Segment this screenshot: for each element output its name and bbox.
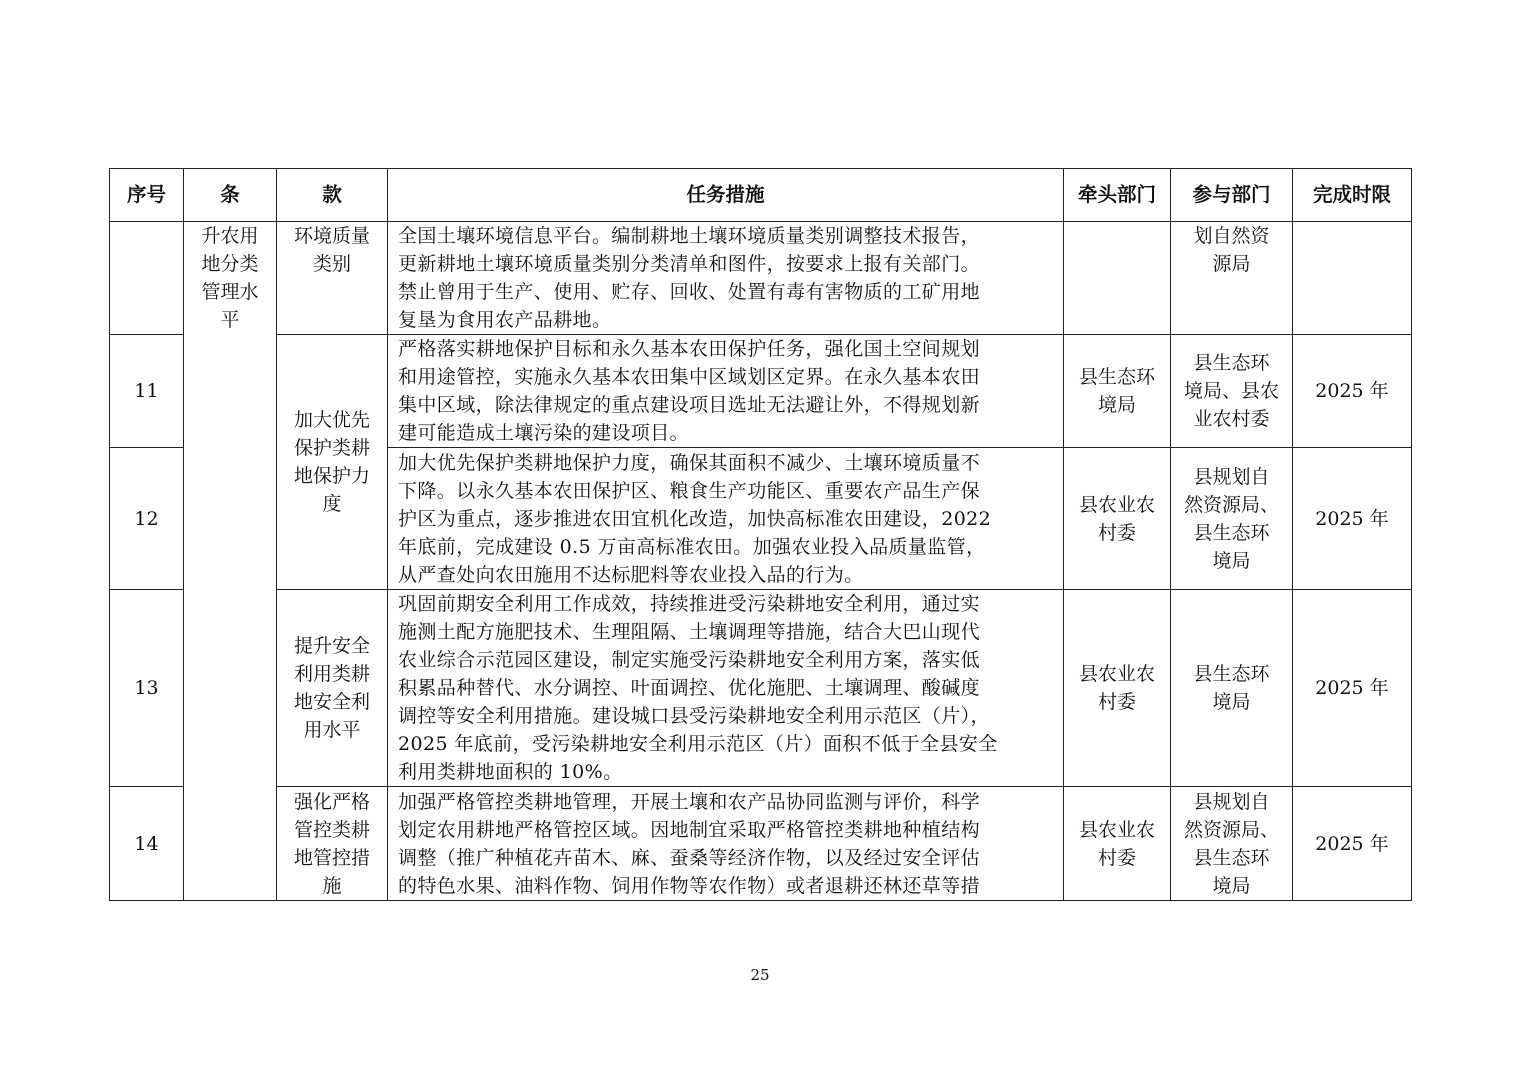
lead-cell: 县生态环 境局 — [1064, 335, 1171, 448]
participate-cell: 县规划自 然资源局、 县生态环 境局 — [1171, 448, 1293, 590]
task-cell: 巩固前期安全利用工作成效，持续推进受污染耕地安全利用，通过实 施测土配方施肥技术、生理阻隔、土壤调理等措施，结合大巴山现代 农业综合示范园区建设，制定实施受污染耕地安全利用方案，落实低 积累品种替代、水分调控、叶面调控、优化施肥、土壤调理、酸碱度 调控等安全利用措施。建设城口县受污染耕地安全利用示范区（片）， 2025 年底前，受污染耕地安全利用示范区（片）面积不低于全县安全 利用类耕地面积的 10%。 — [388, 590, 1064, 787]
table-row — [110, 335, 1412, 448]
participate-cell: 县生态环 境局、县农 业农村委 — [1171, 335, 1293, 448]
table-row — [110, 787, 1412, 901]
kuan-cell: 环境质量 类别 — [277, 222, 388, 335]
header-participate: 参与部门 — [1171, 169, 1293, 222]
task-cell: 严格落实耕地保护目标和永久基本农田保护任务，强化国土空间规划 和用途管控，实施永久基本农田集中区域划区定界。在永久基本农田 集中区域，除法律规定的重点建设项目选址无法避让外，不得规划新 建可能造成土壤污染的建设项目。 — [388, 335, 1064, 448]
header-seq: 序号 — [110, 169, 184, 222]
task-cell: 加大优先保护类耕地保护力度，确保其面积不减少、土壤环境质量不 下降。以永久基本农田保护区、粮食生产功能区、重要农产品生产保 护区为重点，逐步推进农田宜机化改造，加快高标准农田建设，2022 年底前，完成建设 0.5 万亩高标准农田。加强农业投入品质量监管， 从严查处向农田施用不达标肥料等农业投入品的行为。 — [388, 448, 1064, 590]
seq-cell: 11 — [110, 335, 184, 448]
seq-cell: 12 — [110, 448, 184, 590]
header-task: 任务措施 — [388, 169, 1064, 222]
kuan-cell: 强化严格 管控类耕 地管控措 施 — [277, 787, 388, 901]
kuan-cell: 提升安全 利用类耕 地安全利 用水平 — [277, 590, 388, 787]
deadline-cell: 2025 年 — [1293, 448, 1412, 590]
lead-cell: 县农业农 村委 — [1064, 787, 1171, 901]
seq-cell: 13 — [110, 590, 184, 787]
page-number: 25 — [750, 966, 770, 984]
header-row — [110, 169, 1412, 222]
table-row — [110, 590, 1412, 787]
lead-cell — [1064, 222, 1171, 335]
header-lead: 牵头部门 — [1064, 169, 1171, 222]
lead-cell: 县农业农 村委 — [1064, 590, 1171, 787]
participate-cell: 县规划自 然资源局、 县生态环 境局 — [1171, 787, 1293, 901]
kuan-cell: 加大优先 保护类耕 地保护力 度 — [277, 335, 388, 590]
header-tiao: 条 — [184, 169, 277, 222]
lead-cell: 县农业农 村委 — [1064, 448, 1171, 590]
task-table — [109, 168, 1412, 901]
participate-cell: 县生态环 境局 — [1171, 590, 1293, 787]
task-cell: 全国土壤环境信息平台。编制耕地土壤环境质量类别调整技术报告， 更新耕地土壤环境质量类别分类清单和图件，按要求上报有关部门。 禁止曾用于生产、使用、贮存、回收、处置有毒有害物质的工矿用地 复垦为食用农产品耕地。 — [388, 222, 1064, 335]
header-kuan: 款 — [277, 169, 388, 222]
tiao-cell: 升农用 地分类 管理水 平 — [184, 222, 277, 901]
deadline-cell: 2025 年 — [1293, 787, 1412, 901]
header-deadline: 完成时限 — [1293, 169, 1412, 222]
seq-cell — [110, 222, 184, 335]
table-row — [110, 222, 1412, 335]
task-cell: 加强严格管控类耕地管理，开展土壤和农产品协同监测与评价，科学 划定农用耕地严格管控区域。因地制宜采取严格管控类耕地种植结构 调整（推广种植花卉苗木、麻、蚕桑等经济作物，以及经过安全评估 的特色水果、油料作物、饲用作物等农作物）或者退耕还林还草等措 — [388, 787, 1064, 901]
seq-cell: 14 — [110, 787, 184, 901]
deadline-cell: 2025 年 — [1293, 590, 1412, 787]
participate-cell: 划自然资 源局 — [1171, 222, 1293, 335]
deadline-cell — [1293, 222, 1412, 335]
deadline-cell: 2025 年 — [1293, 335, 1412, 448]
